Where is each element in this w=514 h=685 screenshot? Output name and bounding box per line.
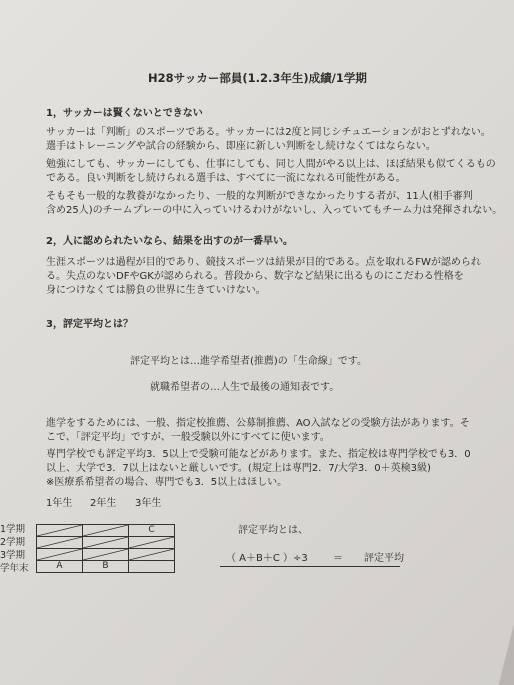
diagonal-strike [129,549,174,560]
diagonal-strike [83,525,128,536]
grid-cell [83,549,129,561]
grid-cell [37,525,83,537]
grid-cell [37,537,83,549]
section-3-heading: 3，評定平均とは？ [46,319,133,330]
paragraph-line: 選手はトレーニングや試合の経験から、即座に新しい判断をし続けなくてはならない。 [46,141,436,152]
term-label-3: 3学期 [0,550,26,561]
section-2-heading: 2，人に認められたいなら、結果を出すのが一番早い。 [46,236,293,247]
paragraph-line: 以上、大学で3．7以上はないと厳しいです。(規定上は専門2．7/大学3．0＋英検3級) [46,463,431,474]
diagonal-strike [83,549,128,560]
grid-row [37,549,175,561]
section-1-heading: 1，サッカーは賢くないとできない [46,108,203,119]
year-label-1: 1年生 [46,498,73,509]
formula-label: 評定平均とは、 [238,525,308,536]
grade-grid [36,524,175,573]
diagonal-strike [37,525,82,536]
grid-row [37,561,175,573]
grid-cell [37,549,83,561]
paragraph-line: そもそも一般的な教養がなかったり、一般的な判断ができなかったりする者が、11人(相手審判 [46,191,473,202]
formula-result: 評定平均 [364,553,404,564]
year-label-3: 3年生 [135,498,162,509]
paragraph-line: 生涯スポーツは過程が目的であり、競技スポーツは結果が目的である。点を取れるFWが認められ [46,257,481,268]
formula-equals: ＝ [333,553,343,564]
paragraph-line: る。失点のないDFやGKが認められる。普段から、数字など結果に出るものにこだわる性格を [46,271,464,282]
diagonal-strike [129,537,174,548]
grid-cell [129,561,175,573]
paragraph-line: ※医療系希望者の場合、専門でも3．5以上はほしい。 [46,477,288,488]
page-title: H28サッカー部員(1.2.3年生)成績/1学期 [148,71,367,85]
formula-expression: （ A＋B＋C ）÷3 [226,553,308,564]
grid-cell [83,525,129,537]
formula-underline [220,566,400,567]
diagonal-strike [37,537,82,548]
term-label-2: 2学期 [0,537,26,548]
grid-row [37,525,175,537]
grid-cell: A [37,561,83,573]
paragraph-line: 進学をするためには、一般、指定校推薦、公募制推薦、AO入試などの受験方法があります。そ [46,418,470,429]
diagonal-strike [37,549,82,560]
grid-cell: B [83,561,129,573]
paragraph-line: こで、「評定平均」ですが、一般受験以外にすべてに使います。 [46,432,330,443]
paragraph-line: サッカーは「判断」のスポーツである。サッカーには2度と同じシチュエーションがおとずれない。 [46,127,491,138]
term-label-year-end: 学年末 [0,563,29,574]
term-label-1: 1学期 [0,524,26,535]
paragraph-line: 専門学校でも評定平均3．5以上で受験可能などがあります。また、指定校は専門学校でも3．0 [46,449,471,460]
paragraph-line: である。良い判断をし続けられる選手は、すべてに一流になれる可能性がある。 [46,173,406,184]
year-label-2: 2年生 [90,498,117,509]
grid-cell: C [129,525,175,537]
grid-cell [129,549,175,561]
paragraph-line: 含め25人)のチームプレーの中に入っていけるわけがないし、入っていてもチーム力は発揮されない。 [46,205,503,216]
paragraph-line: 身につけなくては勝負の世界に生きていけない。 [46,285,266,296]
grid-cell [83,537,129,549]
grid-cell [129,537,175,549]
diagonal-strike [83,537,128,548]
paragraph-line: 勉強にしても、サッカーにしても、仕事にしても、同じ人間がやる以上は、ほぼ結果も似てくるもの [46,159,496,170]
grid-row [37,537,175,549]
center-statement-1: 評定平均とは…進学希望者(推薦)の「生命線」です。 [130,356,368,367]
center-statement-2: 就職希望者の…人生で最後の通知表です。 [150,382,340,393]
